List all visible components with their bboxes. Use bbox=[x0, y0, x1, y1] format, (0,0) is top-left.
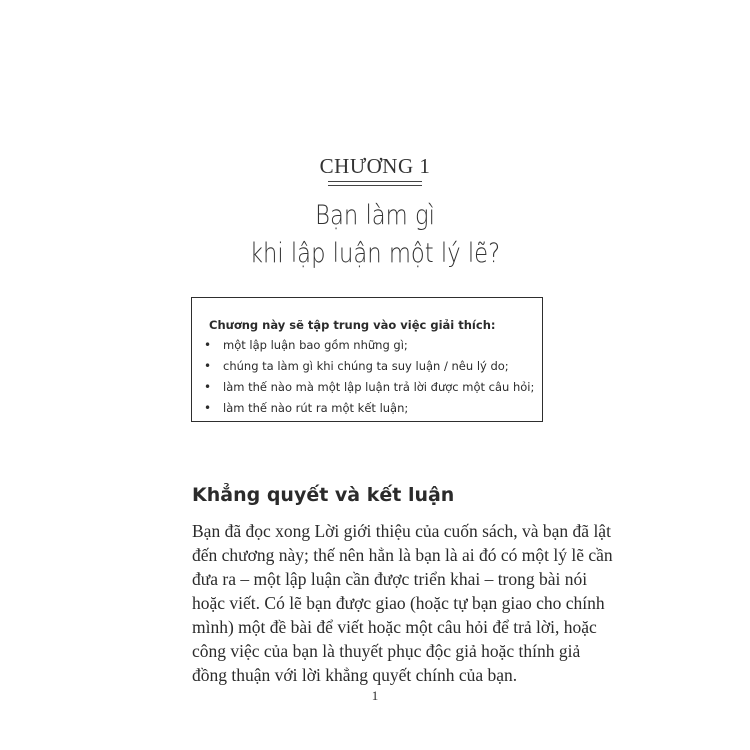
body-text-line: mình) một đề bài để viết hoặc một câu hỏi để trả lời, hoặc bbox=[192, 617, 597, 637]
list-item-text: chúng ta làm gì khi chúng ta suy luận / nêu lý do; bbox=[223, 359, 509, 373]
rule-line-top bbox=[328, 181, 422, 182]
chapter-label: CHƯƠNG 1 bbox=[319, 154, 431, 178]
summary-list bbox=[203, 338, 534, 422]
list-item bbox=[203, 359, 534, 380]
chapter-title-line-1: Bạn làm gì bbox=[315, 200, 435, 231]
chapter-summary-box bbox=[191, 297, 543, 422]
chapter-double-rule bbox=[328, 181, 422, 186]
body-text-line: Bạn đã đọc xong Lời giới thiệu của cuốn sách, và bạn đã lật bbox=[192, 521, 611, 541]
body-text-line: đến chương này; thế nên hẳn là bạn là ai đó có một lý lẽ cần bbox=[192, 545, 613, 565]
body-text-line: công việc của bạn là thuyết phục độc giả hoặc thính giả bbox=[192, 641, 581, 661]
list-item-text: làm thế nào rút ra một kết luận; bbox=[223, 401, 409, 415]
chapter-title-line-2: khi lập luận một lý lẽ? bbox=[249, 238, 501, 269]
rule-line-bottom bbox=[328, 185, 422, 186]
list-item-text: một lập luận bao gồm những gì; bbox=[223, 338, 408, 352]
bullet-icon: • bbox=[204, 359, 212, 373]
list-item bbox=[203, 338, 534, 359]
section-heading: Khẳng quyết và kết luận bbox=[192, 484, 455, 506]
list-item-text: làm thế nào mà một lập luận trả lời được một câu hỏi; bbox=[223, 380, 535, 394]
body-text-line: hoặc viết. Có lẽ bạn được giao (hoặc tự bạn giao cho chính bbox=[192, 593, 605, 613]
bullet-icon: • bbox=[204, 338, 212, 352]
body-text-line: đưa ra – một lập luận cần được triển khai – trong bài nói bbox=[192, 569, 588, 589]
body-text-line: đồng thuận với lời khẳng quyết chính của bạn. bbox=[192, 665, 518, 685]
list-item bbox=[203, 401, 534, 422]
bullet-icon: • bbox=[204, 380, 212, 394]
list-item bbox=[203, 380, 534, 401]
summary-heading: Chương này sẽ tập trung vào việc giải thích: bbox=[209, 318, 496, 332]
bullet-icon: • bbox=[204, 401, 212, 415]
page-number: 1 bbox=[371, 688, 379, 703]
